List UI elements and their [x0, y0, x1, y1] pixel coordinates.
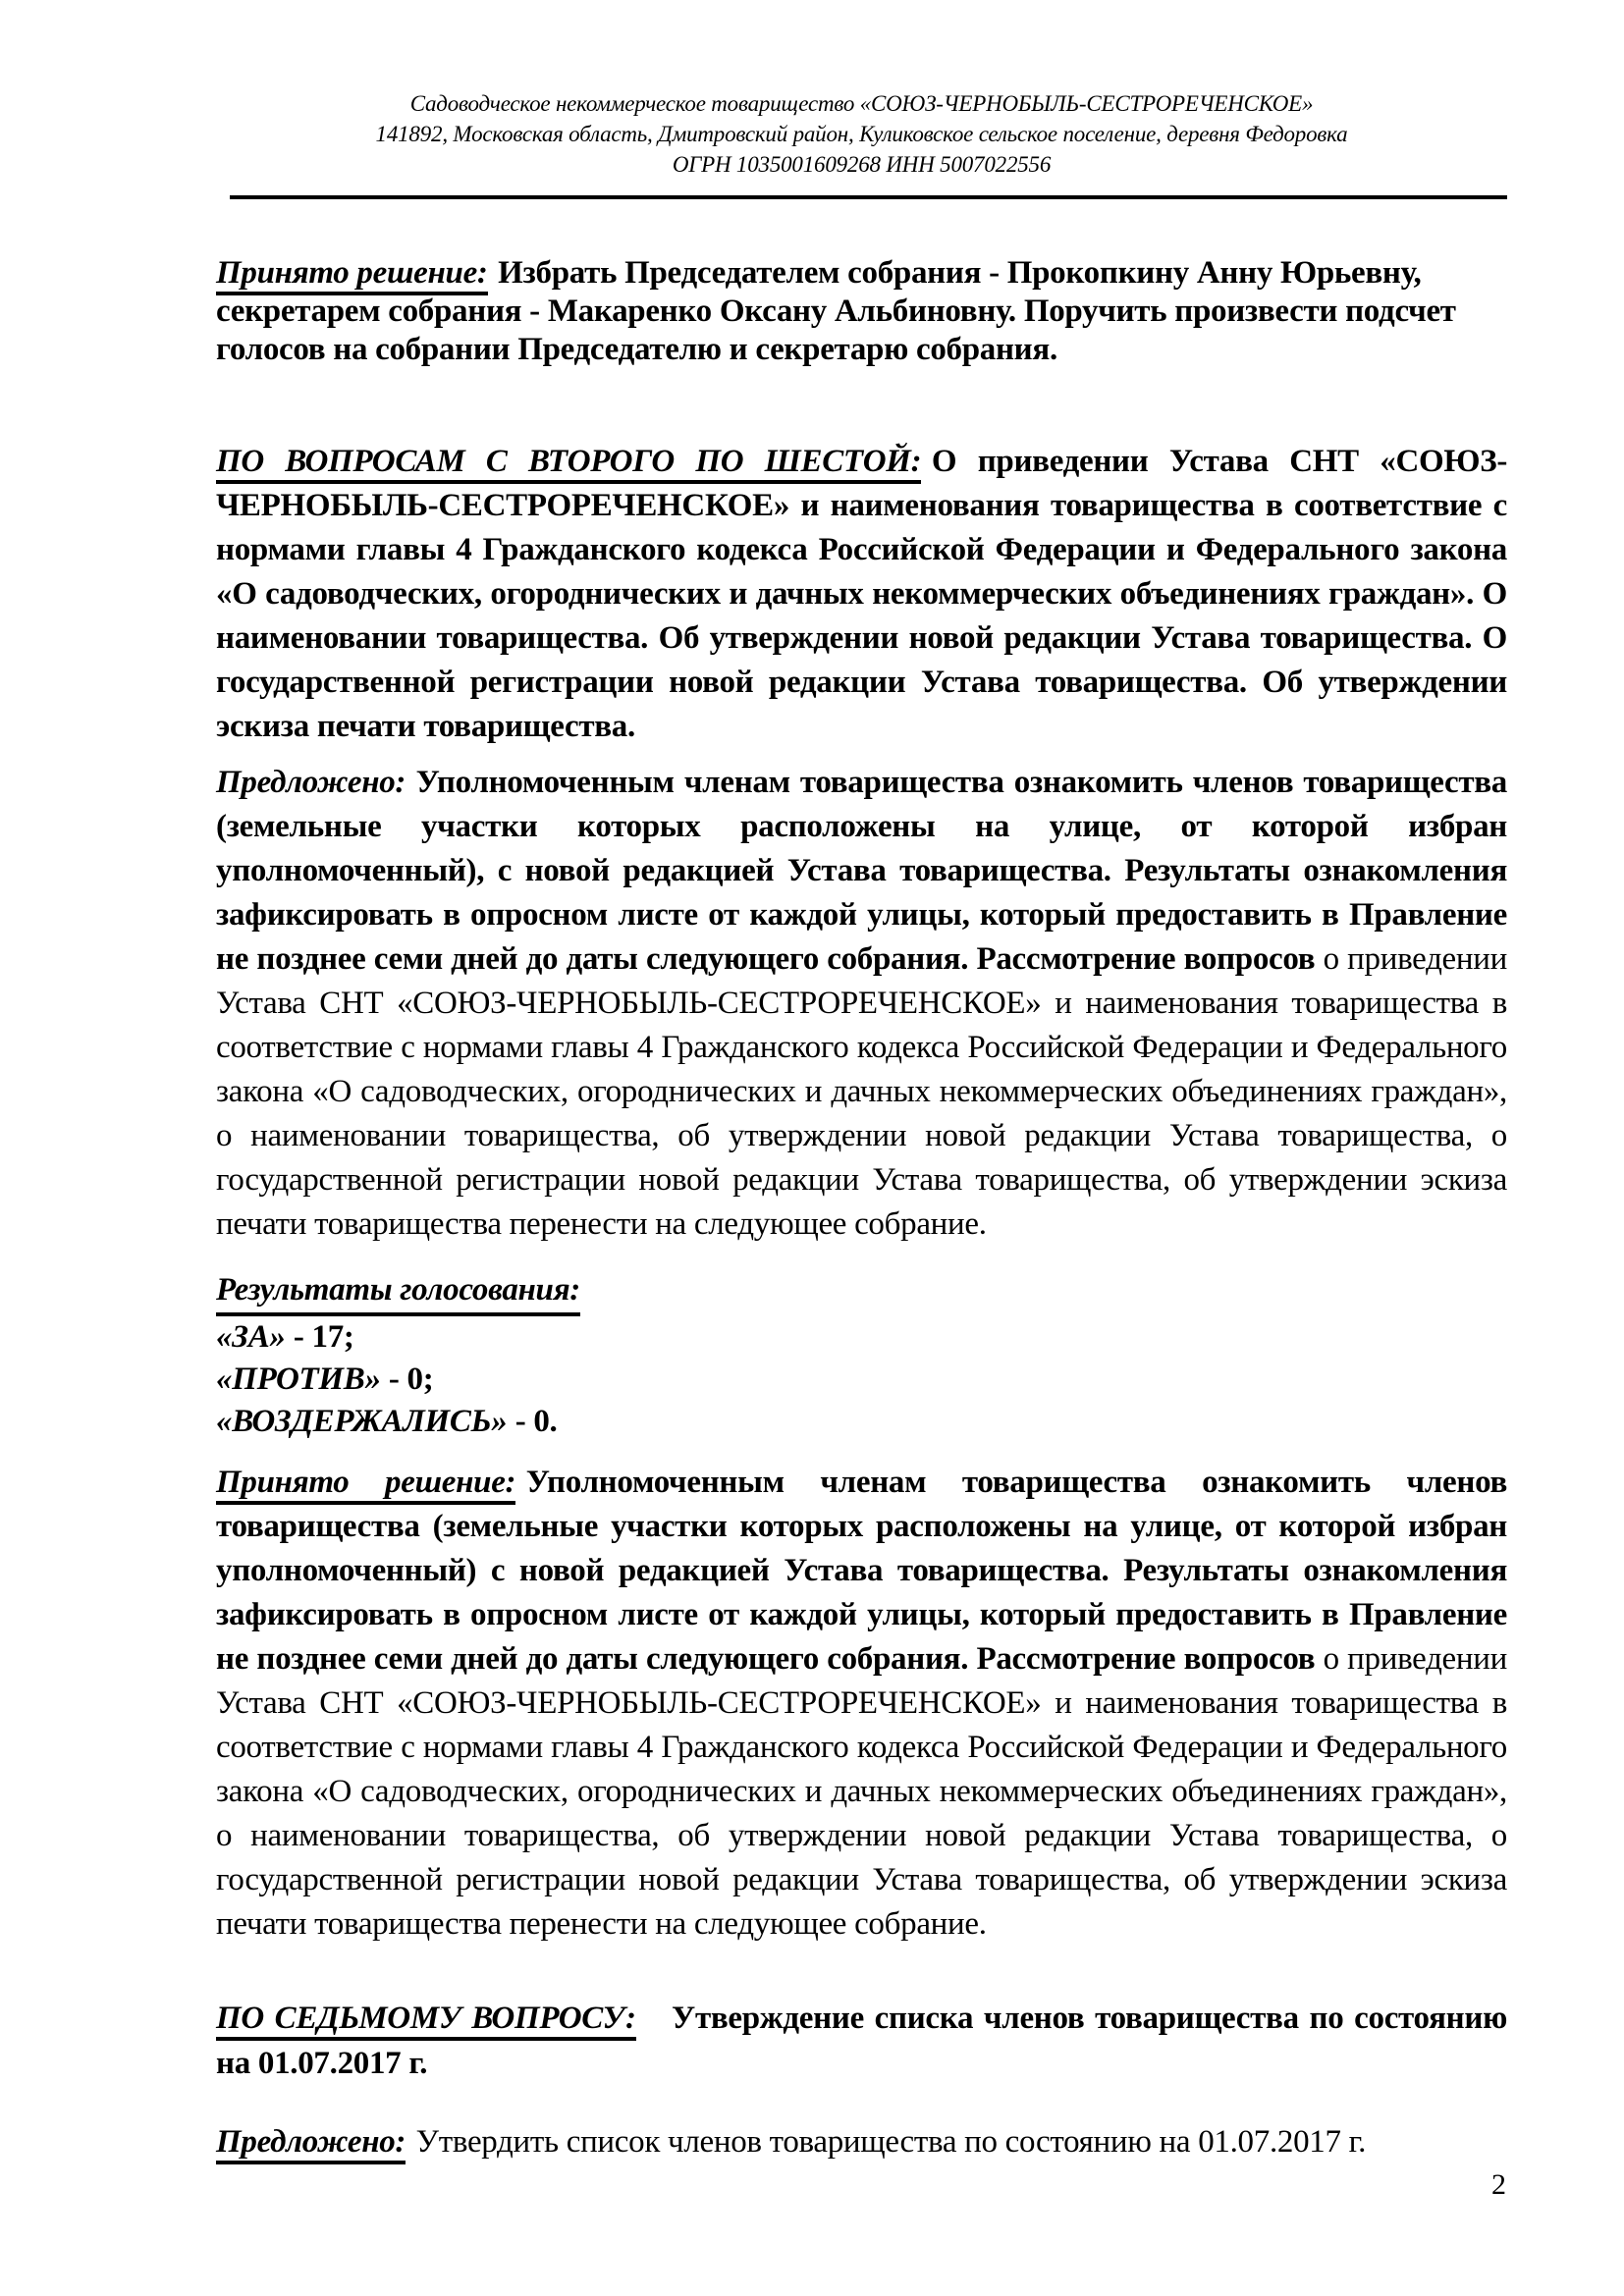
proposed-1-paragraph	[216, 761, 1507, 1247]
question-7-paragraph	[216, 1996, 1507, 2086]
proposed-2-label: Предложено:	[216, 2124, 406, 2164]
proposed-1-text-bold: Уполномоченным членам товарищества ознакомить членов товарищества (земельные участки которых расположены на улице, от которой избран уполномоченный), с новой редакцией Устава товарищества. Результаты ознакомления зафиксировать в опросном листе от каждой улицы, который предоставить в Правление не позднее семи дней до даты следующего собрания. Рассмотрение вопросов	[216, 765, 1507, 977]
decision-1-text: Избрать Председателем собрания - Прокопкину Анну Юрьевну, секретарем собрания - Макаренко Оксану Альбиновну. Поручить произвести подсчет голосов на собрании Председателю и секретарю собрания.	[216, 255, 1456, 367]
decision-1-label: Принято решение:	[216, 255, 488, 295]
question-7-label: ПО СЕДЬМОМУ ВОПРОСУ:	[216, 2001, 636, 2041]
decision-2-label: Принято решение:	[216, 1465, 515, 1505]
vote-row-za	[216, 1316, 1507, 1359]
vote-option-za: «ЗА»	[216, 1319, 286, 1355]
questions-2-6-text: О приведении Устава СНТ «СОЮЗ-ЧЕРНОБЫЛЬ-СЕСТРОРЕЧЕНСКОЕ» и наименования товарищества в соответствие с нормами главы 4 Гражданского кодекса Российской Федерации и Федерального закона «О садоводческих, огороднических и дачных некоммерческих объединениях граждан». О наименовании товарищества. Об утверждении новой редакции Устава товарищества. О государственной регистрации новой редакции Устава товарищества. Об утверждении эскиза печати товарищества.	[216, 444, 1508, 744]
letterhead-address: 141892, Московская область, Дмитровский район, Куликовское сельское поселение, деревня Федоровка	[375, 122, 1348, 146]
vote-option-vozderzhalis: «ВОЗДЕРЖАЛИСЬ»	[216, 1404, 508, 1439]
letterhead-registration: ОГРН 1035001609268 ИНН 5007022556	[672, 152, 1052, 177]
decision-1-paragraph	[216, 254, 1507, 369]
proposed-2-paragraph	[216, 2120, 1507, 2164]
voting-results-block	[216, 1269, 1507, 1443]
header-divider	[230, 195, 1507, 199]
proposed-2-text: Утвердить список членов товарищества по состоянию на 01.07.2017 г.	[415, 2124, 1367, 2160]
letterhead-org-name: Садоводческое некоммерческое товарищество «СОЮЗ-ЧЕРНОБЫЛЬ-СЕСТРОРЕЧЕНСКОЕ»	[409, 91, 1314, 116]
vote-row-protiv	[216, 1359, 1507, 1401]
question-7-text: Утверждение списка членов товарищества по состоянию на 01.07.2017 г.	[216, 2001, 1507, 2081]
vote-result-protiv: - 0;	[388, 1362, 434, 1397]
vote-result-za: - 17;	[293, 1319, 354, 1355]
voting-results-heading-row	[216, 1269, 1507, 1316]
vote-row-vozderzhalis	[216, 1401, 1507, 1443]
decision-2-text-bold: Уполномоченным членам товарищества ознакомить членов товарищества (земельные участки которых расположены на улице, от которой избран уполномоченный) с новой редакцией Устава товарищества. Результаты ознакомления зафиксировать в опросном листе от каждой улицы, который предоставить в Правление не позднее семи дней до даты следующего собрания. Рассмотрение вопросов	[216, 1465, 1507, 1677]
proposed-1-label: Предложено:	[216, 765, 406, 800]
questions-2-6-label: ПО ВОПРОСАМ С ВТОРОГО ПО ШЕСТОЙ:	[216, 444, 921, 484]
proposed-1-text-regular: о приведении Устава СНТ «СОЮЗ-ЧЕРНОБЫЛЬ-СЕСТРОРЕЧЕНСКОЕ» и наименования товарищества в соответствие с нормами главы 4 Гражданского кодекса Российской Федерации и Федерального закона «О садоводческих, огороднических и дачных некоммерческих объединениях граждан», о наименовании товарищества, об утверждении новой редакции Устава товарищества, о государственной регистрации новой редакции Устава товарищества, об утверждении эскиза печати товарищества перенести на следующее собрание.	[216, 941, 1507, 1242]
vote-result-vozderzhalis: - 0.	[514, 1404, 558, 1439]
page-number: 2	[1491, 2168, 1506, 2201]
decision-2-text-regular: о приведении Устава СНТ «СОЮЗ-ЧЕРНОБЫЛЬ-СЕСТРОРЕЧЕНСКОЕ» и наименования товарищества в соответствие с нормами главы 4 Гражданского кодекса Российской Федерации и Федерального закона «О садоводческих, огороднических и дачных некоммерческих объединениях граждан», о наименовании товарищества, об утверждении новой редакции Устава товарищества, о государственной регистрации новой редакции Устава товарищества, об утверждении эскиза печати товарищества перенести на следующее собрание.	[216, 1641, 1507, 1942]
questions-2-6-paragraph	[216, 440, 1507, 749]
decision-2-paragraph	[216, 1461, 1507, 1947]
vote-option-protiv: «ПРОТИВ»	[216, 1362, 381, 1397]
voting-results-heading: Результаты голосования:	[216, 1269, 580, 1316]
letterhead	[216, 88, 1507, 180]
